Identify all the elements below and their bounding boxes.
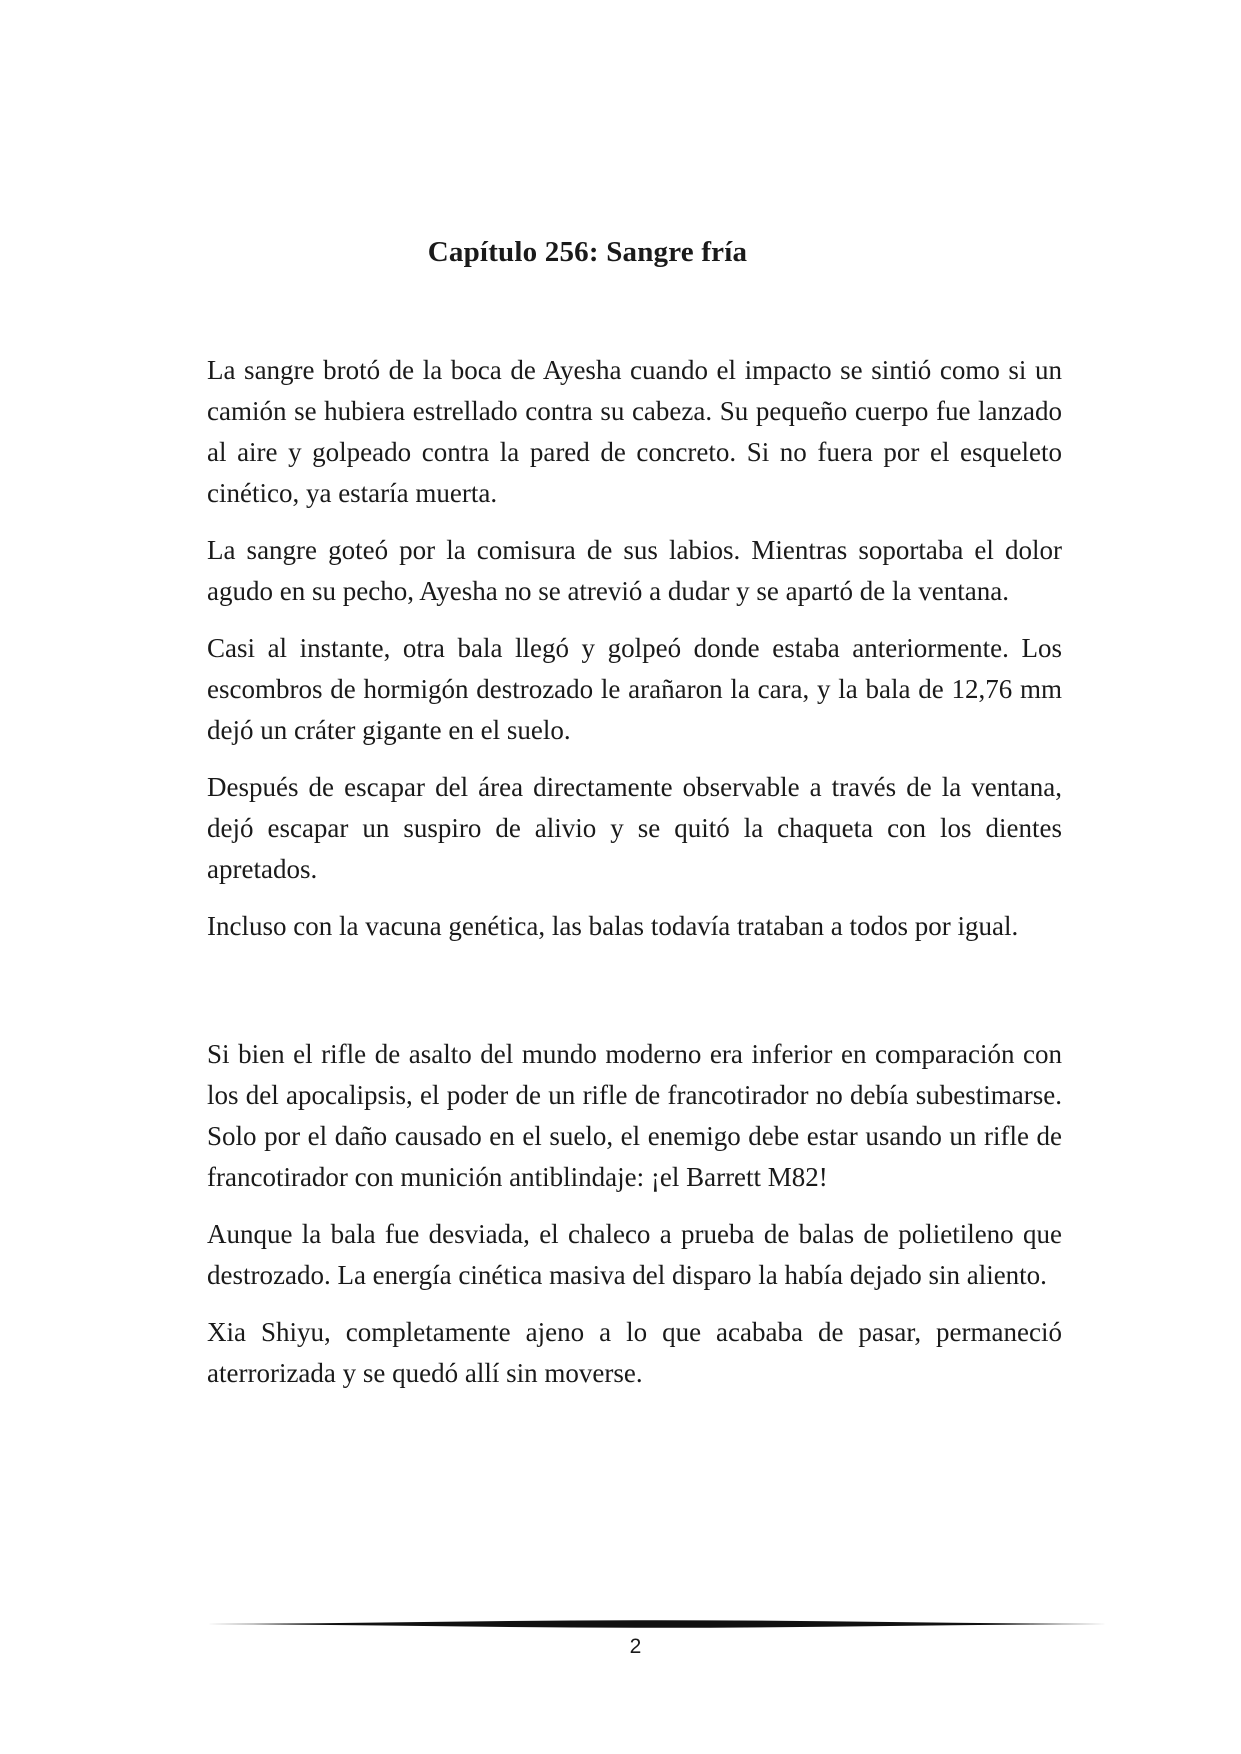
footer-divider: [207, 1619, 1107, 1629]
chapter-title: Capítulo 256: Sangre fría: [427, 236, 748, 268]
page-number: 2: [629, 1635, 642, 1658]
paragraph: Después de escapar del área directamente observable a través de la ventana, dejó escapar un suspiro de alivio y se quitó la chaqueta con los dientes apretados.: [207, 772, 1062, 884]
chapter-body: [207, 350, 1062, 1410]
paragraph: Si bien el rifle de asalto del mundo moderno era inferior en comparación con los del apocalipsis, el poder de un rifle de francotirador no debía subestimarse. Solo por el daño causado en el suelo, el enemigo debe estar usando un rifle de francotirador con munición antiblindaje: ¡el Barrett M82!: [207, 1039, 1062, 1192]
paragraph: La sangre brotó de la boca de Ayesha cuando el impacto se sintió como si un camión se hubiera estrellado contra su cabeza. Su pequeño cuerpo fue lanzado al aire y golpeado contra la pared de concreto. Si no fuera por el esqueleto cinético, ya estaría muerta.: [207, 355, 1062, 508]
paragraph: Incluso con la vacuna genética, las balas todavía trataban a todos por igual.: [207, 911, 1019, 941]
paragraph: La sangre goteó por la comisura de sus labios. Mientras soportaba el dolor agudo en su pecho, Ayesha no se atrevió a dudar y se apartó de la ventana.: [207, 535, 1062, 606]
paragraph: Xia Shiyu, completamente ajeno a lo que acababa de pasar, permaneció aterrorizada y se quedó allí sin moverse.: [207, 1317, 1062, 1388]
paragraph: Aunque la bala fue desviada, el chaleco a prueba de balas de polietileno que destrozado. La energía cinética masiva del disparo la había dejado sin aliento.: [207, 1219, 1062, 1290]
paragraph: Casi al instante, otra bala llegó y golpeó donde estaba anteriormente. Los escombros de hormigón destrozado le arañaron la cara, y la bala de 12,76 mm dejó un cráter gigante en el suelo.: [207, 633, 1062, 745]
